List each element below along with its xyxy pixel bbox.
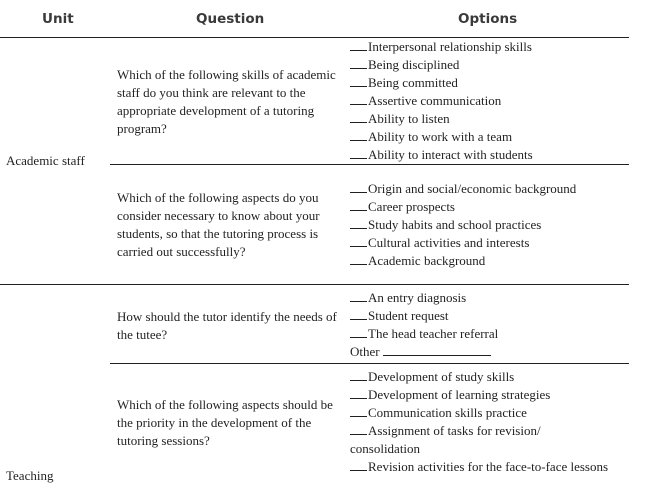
question-priority: Which of the following aspects should be the priority in the development of the tutoring sessions?: [117, 397, 333, 448]
option-item[interactable]: Student request: [350, 307, 498, 325]
options-priority: [350, 368, 608, 476]
option-item[interactable]: Career prospects: [350, 198, 576, 216]
option-wrap-text: consolidation: [350, 441, 421, 456]
option-item[interactable]: Assertive communication: [350, 92, 533, 110]
options-header: Options: [458, 11, 518, 27]
unit-teaching: Teaching: [6, 468, 54, 483]
options-aspects: [350, 180, 576, 270]
options-needs: [350, 289, 498, 361]
option-item[interactable]: Being committed: [350, 74, 533, 92]
question-needs: How should the tutor identify the needs of the tutee?: [117, 309, 337, 342]
row-rule: [110, 164, 629, 165]
option-item[interactable]: The head teacher referral: [350, 325, 498, 343]
option-item[interactable]: Academic background: [350, 252, 576, 270]
option-item[interactable]: Cultural activities and interests: [350, 234, 576, 252]
option-item[interactable]: Communication skills practice: [350, 404, 608, 422]
options-skills: [350, 38, 533, 164]
option-item[interactable]: Ability to listen: [350, 110, 533, 128]
option-item[interactable]: Assignment of tasks for revision/: [350, 422, 608, 440]
unit-academic-staff: Academic staff: [6, 153, 85, 168]
unit-header: Unit: [42, 11, 74, 27]
option-other[interactable]: Other: [350, 343, 498, 361]
option-item[interactable]: Revision activities for the face-to-face lessons: [350, 458, 608, 476]
option-item[interactable]: An entry diagnosis: [350, 289, 498, 307]
option-item[interactable]: Development of study skills: [350, 368, 608, 386]
question-skills: Which of the following skills of academic staff do you think are relevant to the appropriate development of a tutoring program?: [117, 67, 336, 136]
option-item[interactable]: Development of learning strategies: [350, 386, 608, 404]
header-rule: [0, 37, 629, 38]
row-rule: [110, 363, 629, 364]
option-item[interactable]: Ability to work with a team: [350, 128, 533, 146]
question-header: Question: [196, 11, 265, 27]
question-aspects: Which of the following aspects do you consider necessary to know about your students, so that the tutoring process is carried out successfully?: [117, 190, 320, 259]
option-item[interactable]: Being disciplined: [350, 56, 533, 74]
option-item[interactable]: Study habits and school practices: [350, 216, 576, 234]
section-rule: [0, 284, 629, 285]
option-item[interactable]: Interpersonal relationship skills: [350, 38, 533, 56]
option-item[interactable]: Ability to interact with students: [350, 146, 533, 164]
option-item[interactable]: Origin and social/economic background: [350, 180, 576, 198]
